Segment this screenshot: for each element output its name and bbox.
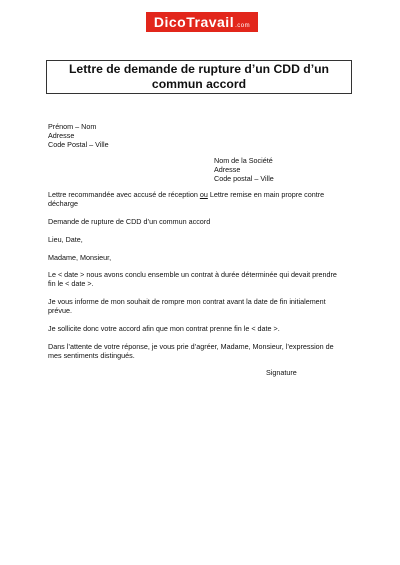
signature: Signature [266,368,297,377]
paragraph-1-line-1: Le < date > nous avons conclu ensemble un contrat à durée déterminée qui devait prendre [48,270,337,279]
subject-line: Demande de rupture de CDD d’un commun accord [48,217,211,226]
dicotravail-logo [146,12,258,32]
recipient-city: Code postal – Ville [214,174,274,183]
place-date: Lieu, Date, [48,235,83,244]
paragraph-2-line-1: Je vous informe de mon souhait de rompre mon contrat avant la date de fin initialement [48,297,326,306]
sender-name: Prénom – Nom [48,122,97,131]
recipient-company: Nom de la Société [214,156,273,165]
delivery-mode-line-2: décharge [48,199,78,208]
paragraph-2-line-2: prévue. [48,306,72,315]
delivery-mode-line-1 [48,190,324,199]
sender-address: Adresse [48,131,75,140]
logo-text-suffix: .com [235,23,251,29]
title-line-1: Lettre de demande de rupture d’un CDD d’un [68,62,329,76]
title-line-2: commun accord [151,77,247,91]
delivery-or: ou [199,190,208,199]
delivery-text-b: Lettre remise en main propre contre [207,190,325,199]
closing-line-2: mes sentiments distingués. [48,351,135,360]
salutation: Madame, Monsieur, [48,253,112,262]
paragraph-1-line-2: fin le < date >. [48,279,94,288]
logo-text-dico: Dico [153,14,187,30]
closing-line-1: Dans l’attente de votre réponse, je vous prie d’agréer, Madame, Monsieur, l’expression de [48,342,334,351]
document-title [46,60,352,94]
paragraph-3: Je sollicite donc votre accord afin que mon contrat prenne fin le < date >. [48,324,280,333]
sender-city: Code Postal – Ville [48,140,109,149]
delivery-text-a: Lettre recommandée avec accusé de réception [48,190,200,199]
logo-text-travail: Travail [186,14,235,30]
recipient-address: Adresse [214,165,241,174]
